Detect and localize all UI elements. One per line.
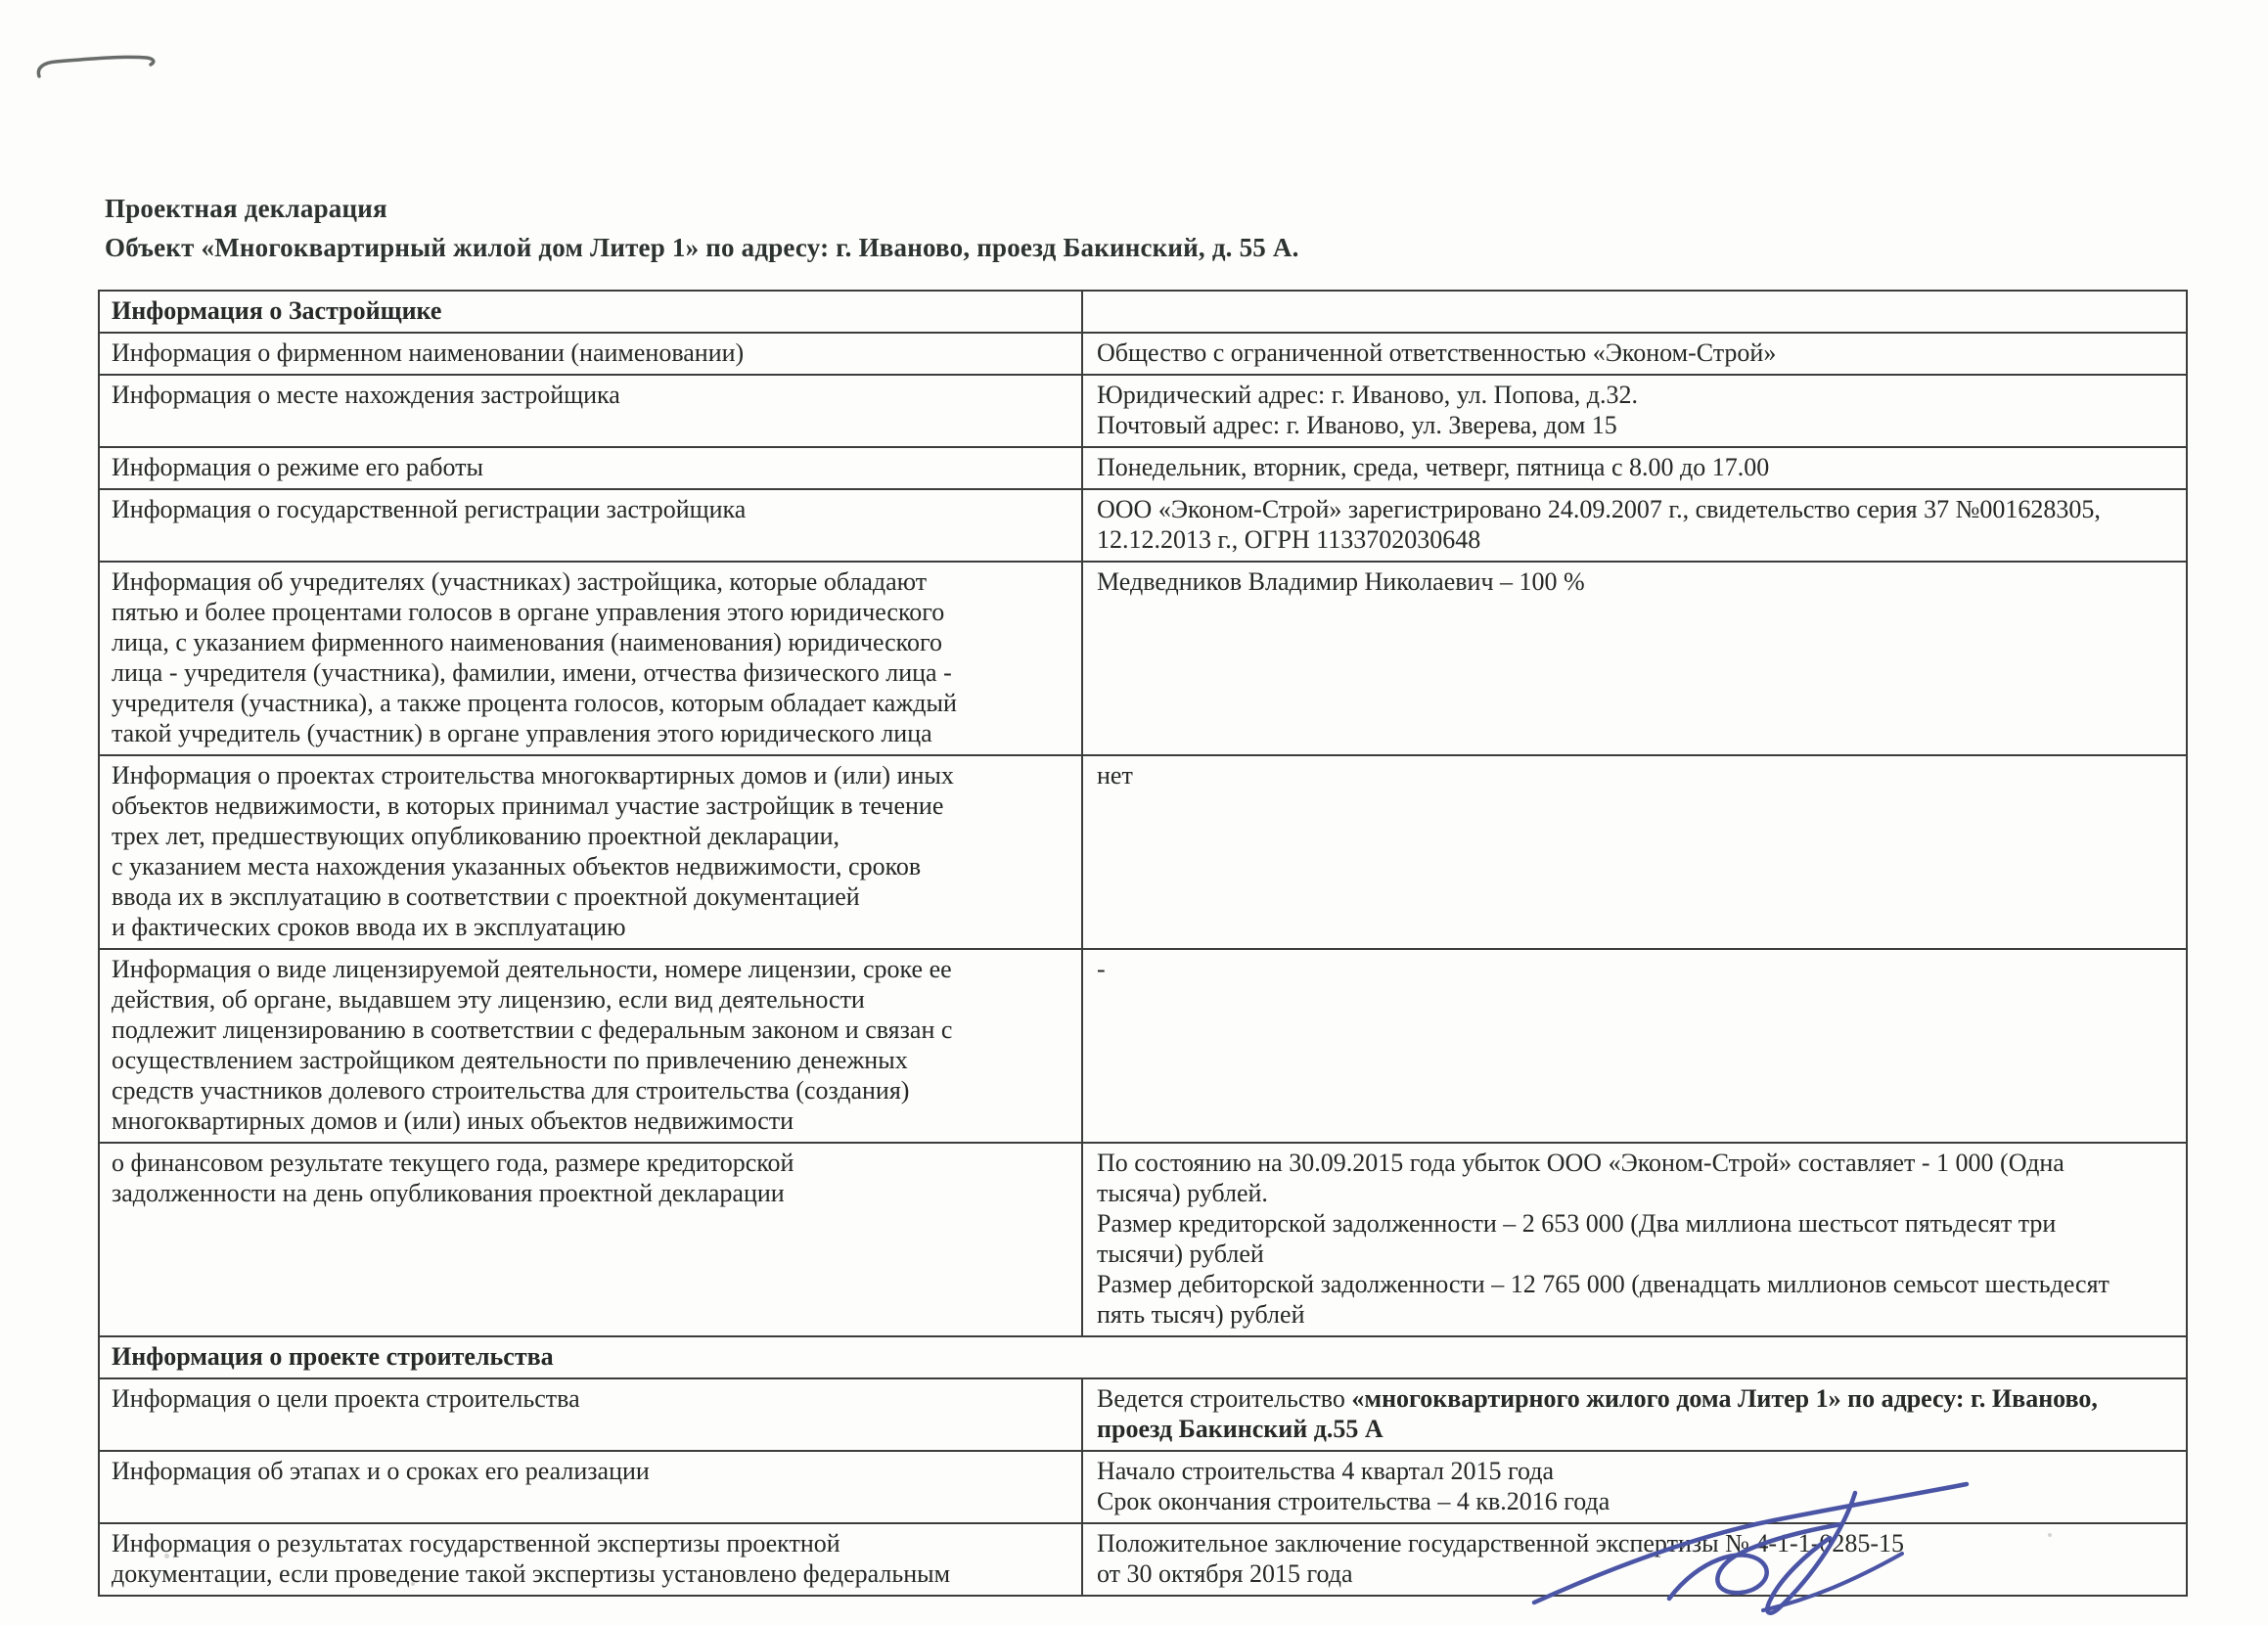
label-line: о финансовом результате текущего года, размере кредиторской — [112, 1149, 794, 1177]
label-line: документации, если проведение такой экспертизы установлено федеральным — [112, 1559, 951, 1588]
row-value-cell — [1083, 334, 2186, 374]
label-line: Информация о фирменном наименовании (наименовании) — [112, 339, 745, 367]
value-line: Юридический адрес: г. Иваново, ул. Попова, д.32. — [1097, 381, 1638, 409]
section-header-row — [100, 292, 2186, 332]
value-line: Ведется строительство «многоквартирного жилого дома Литер 1» по адресу: г. Иваново, — [1097, 1384, 2098, 1413]
label-line: осуществлением застройщиком деятельности по привлечению денежных — [112, 1046, 908, 1074]
value-line: Положительное заключение государственной экспертизы № 4-1-1-0285-15 — [1097, 1529, 1905, 1557]
label-line: пятью и более процентами голосов в органе управления этого юридического — [112, 598, 945, 626]
section-header-row — [100, 1335, 2186, 1377]
value-line: Медведников Владимир Николаевич – 100 % — [1097, 567, 1585, 596]
pen-mark-icon — [29, 47, 166, 90]
table-row — [100, 488, 2186, 561]
row-label-cell — [100, 756, 1083, 948]
row-value-cell — [1083, 376, 2186, 446]
row-label-cell — [100, 1452, 1083, 1522]
document-title: Проектная декларация — [105, 194, 387, 223]
value-line: Размер дебиторской задолженности – 12 765 000 (двенадцать миллионов семьсот шестьдесят — [1097, 1270, 2109, 1298]
label-line: Информация о месте нахождения застройщика — [112, 381, 620, 409]
table-row — [100, 1450, 2186, 1522]
value-line: проезд Бакинский д.55 А — [1097, 1415, 1383, 1443]
value-line: ООО «Эконом-Строй» зарегистрировано 24.09.2007 г., свидетельство серия 37 №001628305, — [1097, 495, 2101, 523]
scan-speck — [2048, 1533, 2052, 1537]
label-line: учредителя (участника), а также процента голосов, которым обладает каждый — [112, 689, 957, 717]
label-line: Информация о результатах государственной экспертизы проектной — [112, 1529, 840, 1557]
row-label-cell — [100, 490, 1083, 561]
row-label-cell — [100, 1144, 1083, 1335]
label-line: Информация о государственной регистрации застройщика — [112, 495, 747, 523]
row-label-cell — [100, 1524, 1083, 1595]
value-line: от 30 октября 2015 года — [1097, 1559, 1353, 1588]
value-line: тысячи) рублей — [1097, 1240, 1264, 1268]
row-value-cell — [1083, 1452, 2186, 1522]
label-line: многоквартирных домов и (или) иных объектов недвижимости — [112, 1106, 794, 1135]
label-line: ввода их в эксплуатацию в соответствии с проектной документацией — [112, 882, 860, 911]
document-subtitle: Объект «Многоквартирный жилой дом Литер 1» по адресу: г. Иваново, проезд Бакинский, д. 55 А. — [105, 233, 1299, 262]
label-line: Информация о цели проекта строительства — [112, 1384, 580, 1413]
label-line: Информация о виде лицензируемой деятельности, номере лицензии, сроке ее — [112, 955, 952, 983]
label-line: Информация об учредителях (участниках) застройщика, которые обладают — [112, 567, 928, 596]
label-line: и фактических сроков ввода их в эксплуатацию — [112, 913, 626, 941]
row-label-cell — [100, 292, 1083, 332]
row-value-cell — [1083, 1144, 2186, 1335]
value-line: 12.12.2013 г., ОГРН 1133702030648 — [1097, 525, 1481, 554]
row-label-cell — [100, 376, 1083, 446]
label-line: задолженности на день опубликования проектной декларации — [112, 1179, 785, 1207]
row-value-cell — [1083, 448, 2186, 488]
row-value-cell — [1083, 292, 2186, 332]
value-line: пять тысяч) рублей — [1097, 1300, 1305, 1329]
value-line: тысяча) рублей. — [1097, 1179, 1268, 1207]
value-line: Размер кредиторской задолженности – 2 653 000 (Два миллиона шестьсот пятьдесят три — [1097, 1209, 2057, 1238]
section-title: Информация о проекте строительства — [112, 1342, 554, 1371]
value-line: Срок окончания строительства – 4 кв.2016 года — [1097, 1487, 1610, 1515]
table-row — [100, 1377, 2186, 1450]
row-value-cell — [1083, 756, 2186, 948]
table-row — [100, 561, 2186, 754]
row-label-cell — [100, 1379, 1083, 1450]
label-line: Информация о проектах строительства многоквартирных домов и (или) иных — [112, 761, 954, 790]
label-line: с указанием места нахождения указанных объектов недвижимости, сроков — [112, 852, 922, 880]
label-line: действия, об органе, выдавшем эту лицензию, если вид деятельности — [112, 985, 865, 1014]
label-line: объектов недвижимости, в которых принимал участие застройщик в течение — [112, 791, 944, 820]
section-title: Информация о Застройщике — [112, 296, 442, 325]
scan-speck — [411, 1582, 415, 1586]
row-value-cell — [1083, 1524, 2186, 1595]
value-line: Понедельник, вторник, среда, четверг, пятница с 8.00 до 17.00 — [1097, 453, 1770, 481]
row-label-cell — [100, 334, 1083, 374]
value-line: Почтовый адрес: г. Иваново, ул. Зверева, дом 15 — [1097, 411, 1617, 439]
label-line: подлежит лицензированию в соответствии с федеральным законом и связан с — [112, 1016, 953, 1044]
document-header — [105, 189, 1299, 267]
row-value-cell — [1083, 950, 2186, 1142]
row-value-cell — [1083, 490, 2186, 561]
table-row — [100, 332, 2186, 374]
table-row — [100, 754, 2186, 948]
row-label-cell — [100, 563, 1083, 754]
value-line: Общество с ограниченной ответственностью «Эконом-Строй» — [1097, 339, 1777, 367]
label-line: такой учредитель (участник) в органе управления этого юридического лица — [112, 719, 932, 747]
table-row — [100, 446, 2186, 488]
label-line: лица, с указанием фирменного наименования (наименования) юридического — [112, 628, 942, 656]
label-line: Информация о режиме его работы — [112, 453, 483, 481]
declaration-table — [98, 290, 2188, 1597]
label-line: Информация об этапах и о сроках его реализации — [112, 1457, 650, 1485]
row-label-cell — [100, 448, 1083, 488]
value-line: нет — [1097, 761, 1133, 790]
label-line: лица - учредителя (участника), фамилии, имени, отчества физического лица - — [112, 658, 952, 687]
label-line: средств участников долевого строительства для строительства (создания) — [112, 1076, 910, 1105]
row-value-cell — [1083, 1379, 2186, 1450]
value-line: Начало строительства 4 квартал 2015 года — [1097, 1457, 1555, 1485]
value-line: По состоянию на 30.09.2015 года убыток ООО «Эконом-Строй» составляет - 1 000 (Одна — [1097, 1149, 2064, 1177]
table-row — [100, 948, 2186, 1142]
scan-speck — [164, 1554, 169, 1558]
label-line: трех лет, предшествующих опубликованию проектной декларации, — [112, 822, 840, 850]
row-label-cell — [100, 950, 1083, 1142]
value-line: - — [1097, 955, 1106, 983]
table-row — [100, 1142, 2186, 1335]
row-value-cell — [1083, 563, 2186, 754]
row-label-cell — [100, 1337, 2186, 1377]
table-row — [100, 374, 2186, 446]
